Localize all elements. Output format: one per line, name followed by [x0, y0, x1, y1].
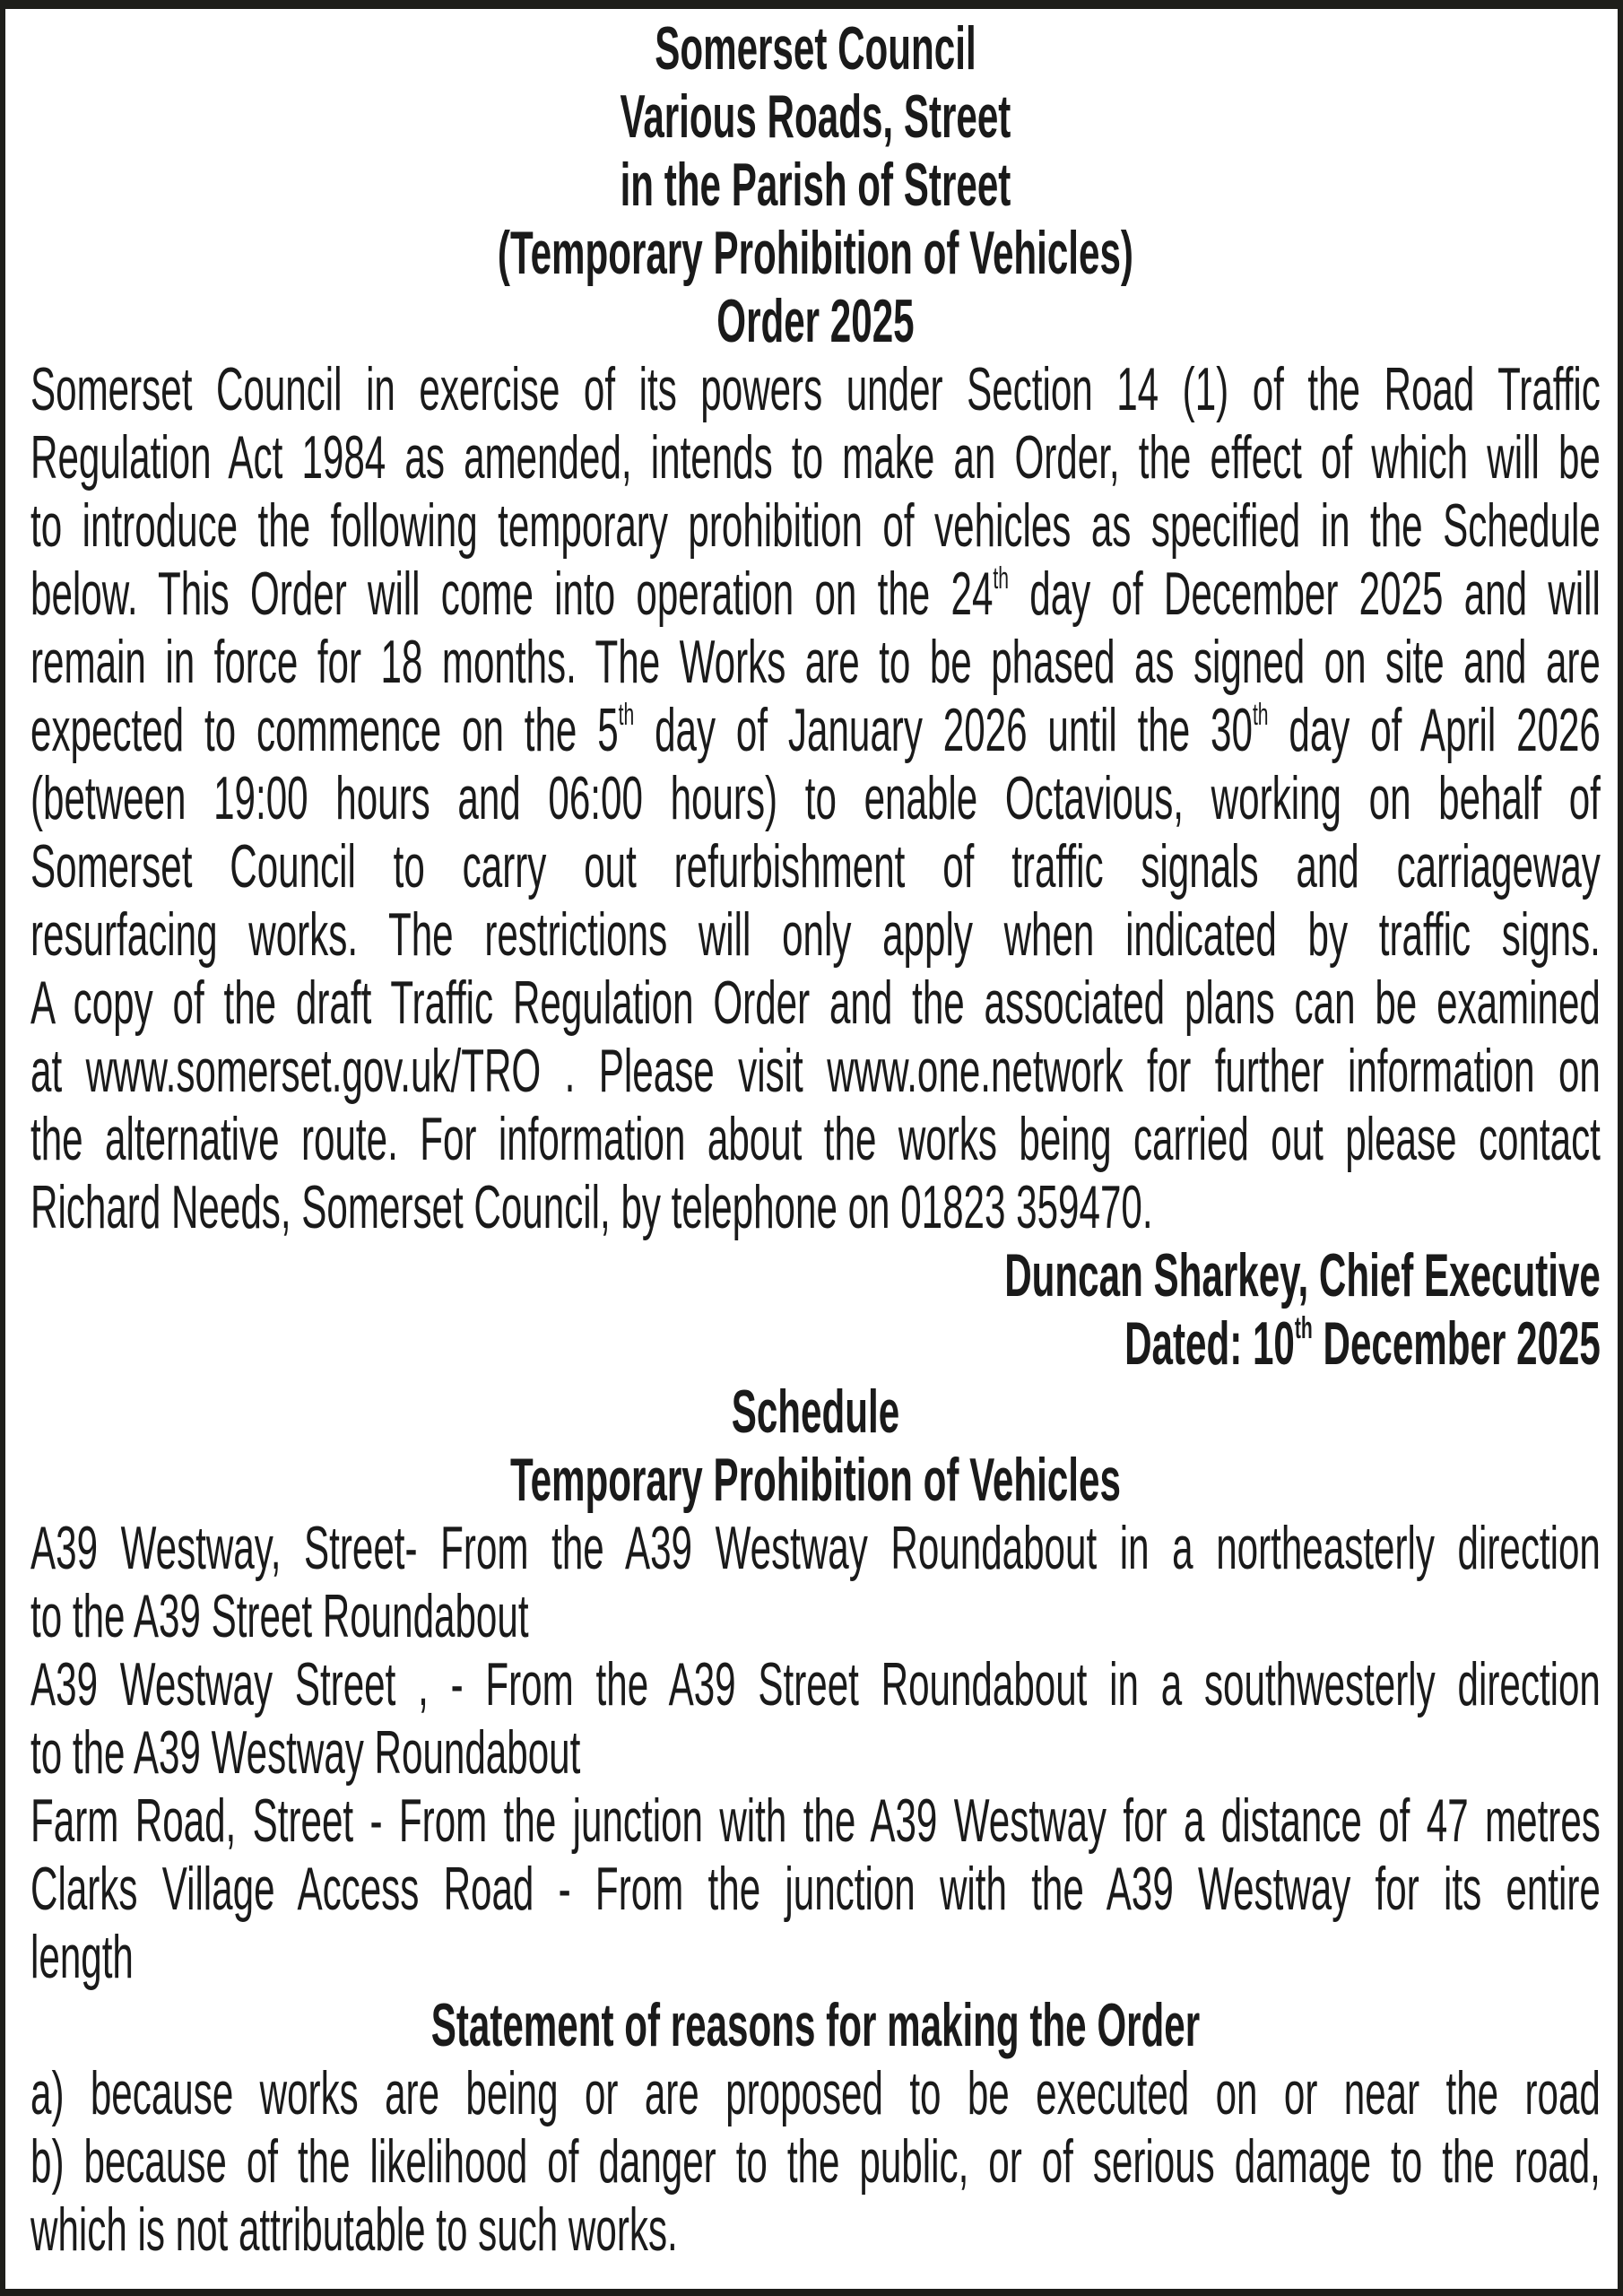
text-segment: b) because of the likelihood of danger to the public, or of serious damage to the road, — [30, 2127, 1601, 2196]
text-segment: which is not attributable to such works. — [30, 2196, 678, 2264]
text-segment: (between 19:00 hours and 06:00 hours) to enable Octavious, working on behalf of — [30, 764, 1601, 832]
text-segment: Temporary Prohibition of Vehicles — [509, 1446, 1121, 1514]
dated-row — [30, 1309, 1601, 1378]
dated — [30, 1309, 1601, 1378]
schedule-line — [30, 1582, 1601, 1650]
ordinal-suffix: th — [618, 698, 635, 733]
text-segment: resurfacing works. The restrictions will only apply when indicated by traffic signs. — [30, 900, 1601, 969]
body-line — [30, 764, 1601, 832]
reason-line — [30, 2196, 1601, 2264]
signatory-row — [30, 1241, 1601, 1309]
schedule-line — [30, 1787, 1601, 1855]
text-segment: Somerset Council — [655, 14, 976, 83]
reasons-heading-row — [30, 1991, 1601, 2059]
public-notice — [30, 14, 1601, 2264]
text-segment: A copy of the draft Traffic Regulation Order and the associated plans can be examined — [30, 969, 1601, 1037]
body-line-row — [30, 969, 1601, 1037]
body-line — [30, 628, 1601, 696]
text-segment: Somerset Council in exercise of its powers under Section 14 (1) of the Road Traffic — [30, 355, 1601, 423]
body-line-row — [30, 764, 1601, 832]
schedule-heading — [30, 1378, 1601, 1446]
text-segment: A39 Westway Street , - From the A39 Street Roundabout in a southwesterly direction — [30, 1650, 1601, 1718]
schedule-line-row — [30, 1923, 1601, 1991]
schedule-line-row — [30, 1514, 1601, 1582]
text-segment: expected to commence on the 5 — [30, 696, 619, 764]
title-order-row — [30, 287, 1601, 355]
schedule-line-row — [30, 1582, 1601, 1650]
schedule-line — [30, 1855, 1601, 1923]
ordinal-suffix: th — [1294, 1311, 1313, 1346]
body-line — [30, 969, 1601, 1037]
title-council — [30, 14, 1601, 83]
schedule-line — [30, 1514, 1601, 1582]
text-segment: December 2025 — [1312, 1309, 1601, 1378]
body-line-row — [30, 1037, 1601, 1105]
text-segment: length — [30, 1923, 134, 1991]
body-line — [30, 560, 1601, 628]
title-prohibition-row — [30, 219, 1601, 287]
text-segment: below. This Order will come into operation on the 24 — [30, 560, 994, 628]
title-council-row — [30, 14, 1601, 83]
text-segment: Regulation Act 1984 as amended, intends to make an Order, the effect of which will be — [30, 423, 1601, 491]
body-line-row — [30, 491, 1601, 560]
schedule-subheading — [30, 1446, 1601, 1514]
schedule-line-row — [30, 1718, 1601, 1787]
text-segment: Statement of reasons for making the Order — [430, 1991, 1201, 2059]
text-segment: day of April 2026 — [1268, 696, 1601, 764]
reason-line — [30, 2127, 1601, 2196]
reason-line-row — [30, 2059, 1601, 2127]
body-line — [30, 491, 1601, 560]
title-roads — [30, 83, 1601, 151]
ordinal-suffix: th — [1252, 698, 1269, 733]
text-segment: to the A39 Westway Roundabout — [30, 1718, 581, 1787]
schedule-line-row — [30, 1650, 1601, 1718]
text-segment: Order 2025 — [716, 287, 915, 355]
text-segment: Clarks Village Access Road - From the junction with the A39 Westway for its entire — [30, 1855, 1601, 1923]
body-line — [30, 355, 1601, 423]
body-line-row — [30, 900, 1601, 969]
body-line — [30, 696, 1601, 764]
body-line-row — [30, 423, 1601, 491]
body-line-row — [30, 832, 1601, 900]
body-line — [30, 900, 1601, 969]
text-segment: Farm Road, Street - From the junction with the A39 Westway for a distance of 47 metres — [30, 1787, 1601, 1855]
reason-line — [30, 2059, 1601, 2127]
text-segment: to the A39 Street Roundabout — [30, 1582, 529, 1650]
text-segment: at www.somerset.gov.uk/TRO . Please visit www.one.network for further information on — [30, 1037, 1601, 1105]
body-line-row — [30, 628, 1601, 696]
text-segment: Richard Needs, Somerset Council, by telephone on 01823 359470. — [30, 1173, 1153, 1241]
schedule-subheading-row — [30, 1446, 1601, 1514]
schedule-line — [30, 1718, 1601, 1787]
reason-line-row — [30, 2196, 1601, 2264]
body-line-row — [30, 696, 1601, 764]
body-line — [30, 1037, 1601, 1105]
text-segment: Dated: 10 — [1124, 1309, 1295, 1378]
text-segment: a) because works are being or are proposed to be executed on or near the road — [30, 2059, 1601, 2127]
body-line — [30, 1105, 1601, 1173]
body-line-row — [30, 560, 1601, 628]
ordinal-suffix: th — [993, 561, 1009, 596]
body-line — [30, 1173, 1601, 1241]
text-segment: to introduce the following temporary prohibition of vehicles as specified in the Schedule — [30, 491, 1601, 560]
body-line — [30, 832, 1601, 900]
text-segment: (Temporary Prohibition of Vehicles) — [497, 219, 1133, 287]
reasons-heading — [30, 1991, 1601, 2059]
title-prohibition — [30, 219, 1601, 287]
text-segment: day of December 2025 and will — [1008, 560, 1601, 628]
text-segment: A39 Westway, Street- From the A39 Westway Roundabout in a northeasterly direction — [30, 1514, 1601, 1582]
schedule-line — [30, 1923, 1601, 1991]
schedule-line-row — [30, 1855, 1601, 1923]
title-order — [30, 287, 1601, 355]
title-parish — [30, 151, 1601, 219]
signatory — [30, 1241, 1601, 1309]
text-segment: Various Roads, Street — [620, 83, 1011, 151]
text-segment: day of January 2026 until the 30 — [634, 696, 1253, 764]
body-line-row — [30, 1173, 1601, 1241]
text-segment: in the Parish of Street — [620, 151, 1011, 219]
reason-line-row — [30, 2127, 1601, 2196]
schedule-line — [30, 1650, 1601, 1718]
schedule-line-row — [30, 1787, 1601, 1855]
text-segment: remain in force for 18 months. The Works are to be phased as signed on site and are — [30, 628, 1601, 696]
body-line-row — [30, 1105, 1601, 1173]
body-line-row — [30, 355, 1601, 423]
text-segment: the alternative route. For information about the works being carried out please contact — [30, 1105, 1601, 1173]
body-line — [30, 423, 1601, 491]
text-segment: Somerset Council to carry out refurbishment of traffic signals and carriageway — [30, 832, 1601, 900]
text-segment: Duncan Sharkey, Chief Executive — [1004, 1241, 1601, 1309]
title-parish-row — [30, 151, 1601, 219]
title-roads-row — [30, 83, 1601, 151]
text-segment: Schedule — [731, 1378, 900, 1446]
schedule-heading-row — [30, 1378, 1601, 1446]
